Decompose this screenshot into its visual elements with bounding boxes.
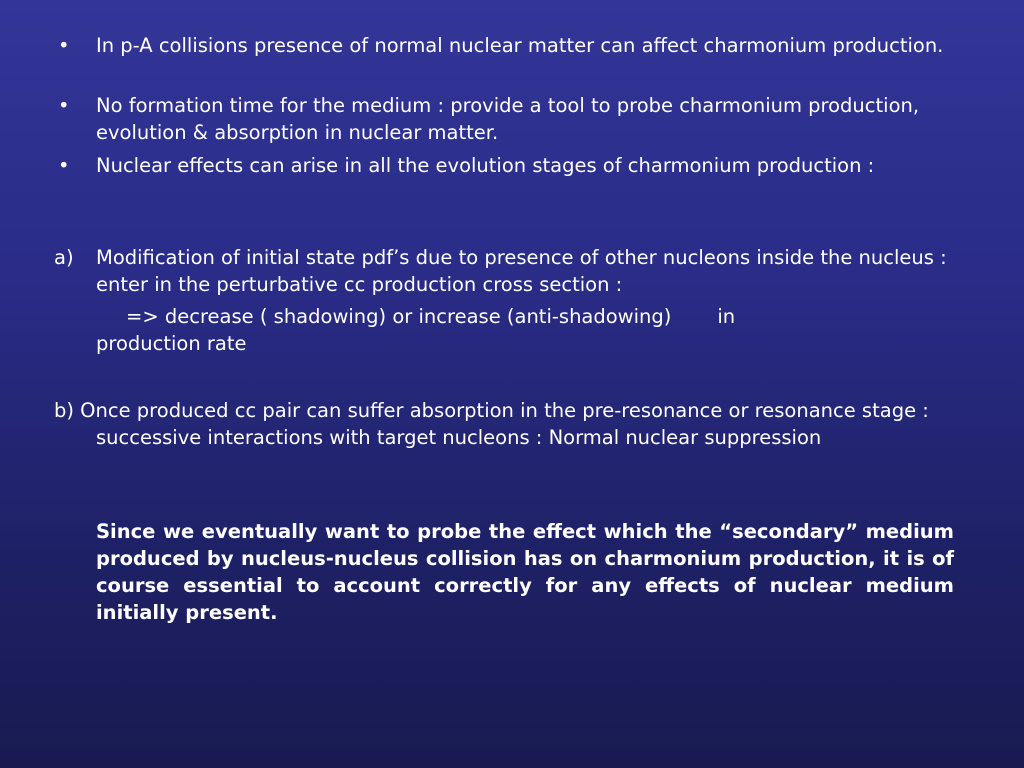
list-marker-a: a) — [54, 246, 74, 269]
list-item-a — [54, 244, 954, 357]
bullet-marker: • — [58, 34, 70, 57]
bullet-text: Nuclear effects can arise in all the evolution stages of charmonium production : — [96, 154, 875, 177]
list-item-a-result — [96, 303, 954, 357]
bullet-marker: • — [58, 154, 70, 177]
bullet-item-1 — [54, 32, 954, 59]
result-tail: production rate — [96, 332, 247, 355]
bullet-text: In p-A collisions presence of normal nuclear matter can affect charmonium production. — [96, 34, 944, 57]
result-statement: => decrease ( shadowing) or increase (anti-shadowing) — [126, 305, 672, 328]
list-item-b: b) Once produced cc pair can suffer absorption in the pre-resonance or resonance stage : successive interactions with target nucleons : Normal nuclear suppression — [54, 399, 929, 449]
bullet-item-2 — [54, 92, 954, 146]
result-in: in — [717, 305, 736, 328]
bullet-item-3 — [54, 152, 954, 179]
conclusion-paragraph: Since we eventually want to probe the effect which the “secondary” medium produced by nucleus-nucleus collision has on charmonium production, it is of course essential to account correctly for any effects of nuclear medium initially present. — [96, 520, 954, 624]
bullet-marker: • — [58, 94, 70, 117]
list-item-a-text: Modification of initial state pdf’s due to presence of other nucleons inside the nucleus : enter in the perturbative cc production cross section : — [96, 246, 947, 296]
bullet-text: No formation time for the medium : provide a tool to probe charmonium production, evolution & absorption in nuclear matter. — [96, 94, 920, 144]
